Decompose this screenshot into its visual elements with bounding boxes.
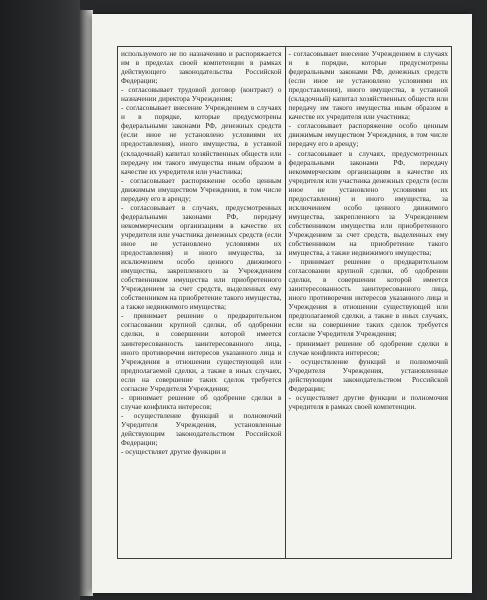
- text-paragraph: - согласовывает в случаях, предусмотренных федеральными законами РФ, передачу некоммерческим организациям в качестве их учредителя или участника денежных средств (если иное не установлено условиями их предоставления) и иного имущества, за исключением особо ценного движимого имущества, закрепленного за Учреждением собственником имущества или приобретенного Учреждением за счет средств, выделенных ему собственником на приобретение такого имущества, а также недвижимого имущества;: [288, 148, 448, 258]
- text-paragraph: - осуществляет другие функции и: [121, 447, 226, 457]
- book-spine-shadow: [79, 10, 93, 596]
- desk-background: [0, 0, 80, 600]
- text-paragraph: - принимает решение об одобрение сделки в случае конфликта интересов;: [121, 392, 282, 411]
- text-paragraph: - осуществление функций и полномочий Учредителя Учреждения, установленные действующим законодательством Российской Федерации;: [288, 356, 448, 393]
- text-paragraph: - согласовывает распоряжение особо ценным движимым имуществом Учреждения, в том числе передачу его в аренду;: [121, 175, 282, 203]
- two-column-table: [117, 46, 452, 559]
- text-paragraph: - принимает решение о предварительном согласовании крупной сделки, об одобрении сделки, в совершении которой имеется заинтересованность заинтересованного лица, иного противоречия интересов указанного лица и Учреждения в отношении существующей или предполагаемой сделки, а также в иных случаях, если на совершение таких сделок требуется согласие Учредителя Учреждения;: [121, 311, 282, 393]
- text-paragraph: - согласовывает внесение Учреждением в случаях и в порядке, которые предусмотрены федеральными законами РФ, денежных средств (если иное не установлено условиями их предоставления), иного имущества, в уставной (складочный) капитал хозяйственных обществ или передачу им такого имущества иным образом в качестве их учредителя или участника;: [121, 103, 282, 176]
- text-paragraph: - согласовывает трудовой договор (контракт) о назначении директора Учреждения;: [121, 85, 282, 104]
- right-column: [285, 47, 452, 558]
- text-paragraph: - осуществление функций и полномочий Учредителя Учреждения, установленные действующим законодательством Российской Федерации;: [121, 410, 282, 448]
- left-column: [118, 47, 285, 558]
- text-paragraph: - принимает решение об одобрение сделки в случае конфликта интересов;: [288, 338, 448, 357]
- text-paragraph: - согласовывает распоряжение особо ценным движимым имуществом Учреждения, в том числе передачу его в аренду;: [288, 121, 448, 149]
- text-paragraph: - принимает решение о предварительном согласовании крупной сделки, об одобрении сделки, в совершении которой имеется заинтересованность заинтересованного лица, иного противоречия интересов указанного лица и Учреждения в отношении существующей или предполагаемой сделки, а также в иных случаях, если на совершение таких сделок требуется согласие Учредителя Учреждения;: [288, 257, 448, 339]
- text-paragraph: - осуществляет другие функции и полномочия учредителя в рамках своей компетенции.: [288, 392, 448, 411]
- text-paragraph: - согласовывает внесение Учреждением в случаях и в порядке, которые предусмотрены федеральными законами РФ, денежных средств (если иное не установлено условиями их предоставления), иного имущества, в уставной (складочный) капитал хозяйственных обществ или передачу им такого имущества иным образом в качестве их учредителя или участника;: [288, 49, 448, 122]
- text-paragraph: используемого не по назначению и распоряжается им в пределах своей компетенции в рамках действующего законодательства Российской Федерации;: [121, 49, 282, 86]
- text-paragraph: - согласовывает в случаях, предусмотренных федеральными законами РФ, передачу некоммерческим организациям в качестве их учредителя или участника денежных средств (если иное не установлено условиями их предоставления) и иного имущества, за исключением особо ценного движимого имущества, закрепленного за Учреждением собственником имущества или приобретенного Учреждением за счет средств, выделенных ему собственником на приобретение такого имущества, а также недвижимого имущества;: [121, 202, 282, 312]
